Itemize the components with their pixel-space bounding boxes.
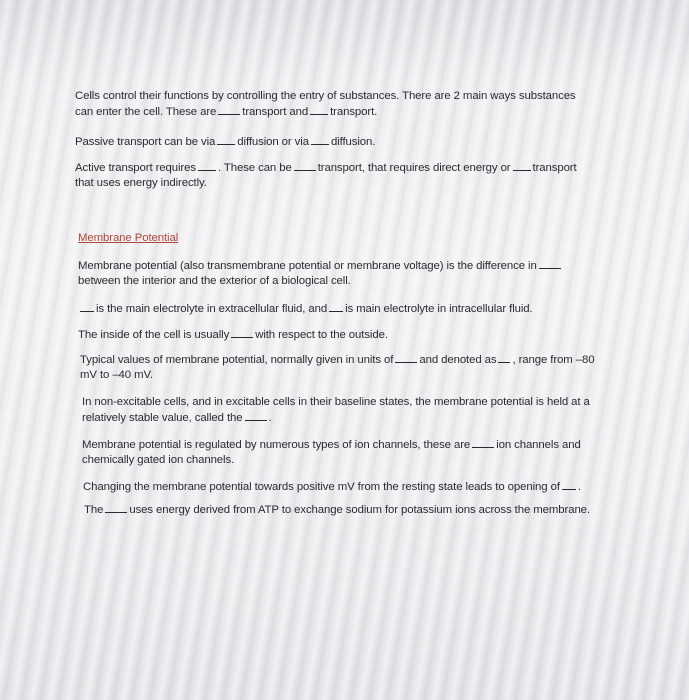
text: transport	[532, 162, 577, 174]
text: transport.	[330, 106, 378, 118]
blank	[231, 327, 253, 338]
blank	[217, 134, 235, 145]
blank	[498, 352, 510, 363]
text: .	[268, 412, 272, 424]
blank	[311, 134, 329, 145]
text: chemically gated ion channels.	[82, 454, 235, 466]
text: Active transport requires	[75, 162, 196, 174]
text: The inside of the cell is usually	[78, 329, 230, 341]
text: diffusion or via	[237, 136, 309, 148]
blank	[539, 258, 561, 269]
question-depolarization	[83, 479, 581, 495]
text: transport, that requires direct energy or	[317, 162, 511, 174]
text: Cells control their functions by controlling the entry of substances. There are 2 main ways substances	[75, 90, 576, 102]
blank	[472, 437, 494, 448]
blank	[513, 160, 531, 171]
text: mV to –40 mV.	[80, 369, 153, 381]
text: In non-excitable cells, and in excitable cells in their baseline states, the membrane potential is held at a	[82, 396, 590, 408]
text: Membrane potential is regulated by numerous types of ion channels, these are	[82, 439, 471, 451]
text: is main electrolyte in intracellular fluid.	[345, 303, 533, 315]
text: Changing the membrane potential towards positive mV from the resting state leads to opening of	[83, 481, 560, 493]
question-electrolytes	[78, 301, 533, 317]
question-typical-values	[80, 352, 594, 383]
text: ion channels and	[496, 439, 581, 451]
text: that uses energy indirectly.	[75, 177, 207, 189]
text: Typical values of membrane potential, normally given in units of	[80, 354, 394, 366]
blank	[310, 104, 328, 115]
text: transport and	[242, 106, 309, 118]
blank	[218, 104, 240, 115]
blank	[562, 479, 576, 490]
text: is the main electrolyte in extracellular fluid, and	[96, 303, 328, 315]
blank	[294, 160, 316, 171]
text: The	[84, 504, 104, 516]
blank	[198, 160, 216, 171]
text: , range from –80	[512, 354, 595, 366]
blank	[105, 502, 127, 513]
paragraph-transport-intro	[75, 89, 576, 120]
question-ion-channels	[82, 437, 581, 468]
text: Passive transport can be via	[75, 136, 216, 148]
question-inside-charge	[78, 327, 388, 343]
section-heading-membrane-potential: Membrane Potential	[78, 232, 179, 244]
question-resting-potential	[82, 395, 590, 426]
text: . These can be	[217, 162, 292, 174]
text: relatively stable value, called the	[82, 412, 243, 424]
blank	[329, 301, 343, 312]
blank	[80, 301, 94, 312]
question-membrane-potential-definition	[78, 258, 563, 289]
text: can enter the cell. These are	[75, 106, 217, 118]
text: Membrane potential (also transmembrane potential or membrane voltage) is the difference in	[78, 260, 537, 272]
text: with respect to the outside.	[255, 329, 388, 341]
text: .	[577, 481, 581, 493]
blank	[245, 410, 267, 421]
blank	[395, 352, 417, 363]
paragraph-active-transport	[75, 160, 577, 191]
question-sodium-potassium-pump	[84, 502, 590, 518]
text: between the interior and the exterior of a biological cell.	[78, 275, 351, 287]
text: and denoted as	[419, 354, 497, 366]
paragraph-passive-transport	[75, 134, 375, 150]
text: diffusion.	[330, 136, 376, 148]
text: uses energy derived from ATP to exchange sodium for potassium ions across the membrane.	[129, 504, 590, 516]
